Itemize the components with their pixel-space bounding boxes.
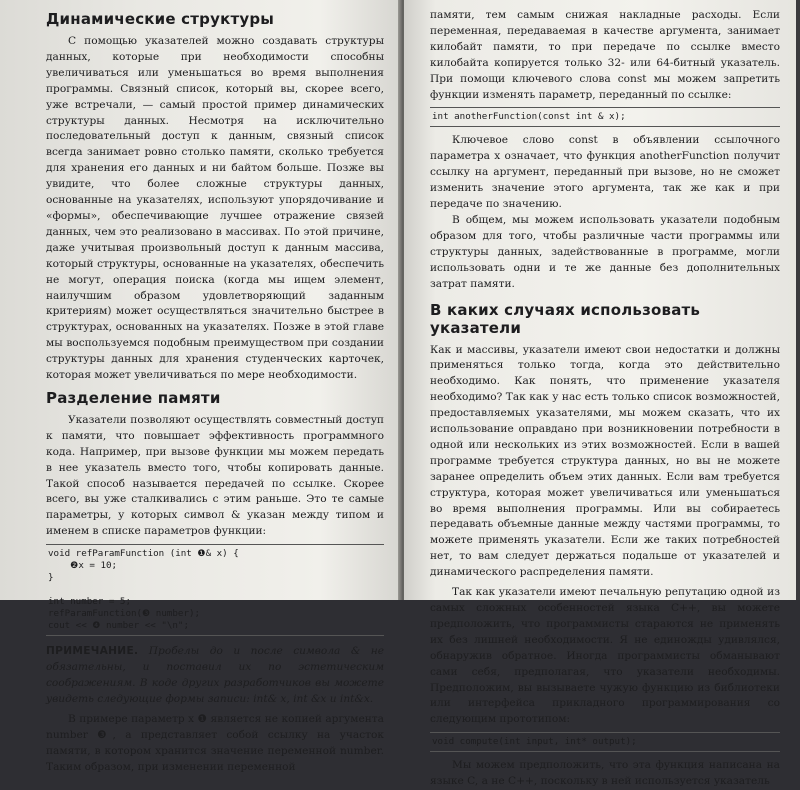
code-function-call: int number = 5; refParamFunction(❸ number); cout << ❹ number << "\n"; bbox=[48, 596, 201, 632]
code-listing-const-ref bbox=[430, 107, 780, 127]
paragraph-reputation: Так как указатели имеют печальную репутацию одной из самых сложных особенностей языка C++, вы можете предположить, что программисты стараются не применять их без лишней необходимости. Я не единожды удивлялся, обнаружив обратное. Иногда программисты обманывают сами себя, предполагая, что указатели необходимы. Предположим, вы вызываете чужую функцию из библиотеки или интерфейса прикладного программирования со следующим прототипом: bbox=[430, 586, 780, 726]
background-edge bbox=[796, 0, 800, 600]
paragraph-const: Ключевое слово const в объявлении ссылочного параметра x означает, что функция anotherFunction получит ссылку на аргумент, переданный при вызове, но не сможет изменить значение этого аргумента, так же как и при передаче по значению. bbox=[430, 134, 780, 211]
note-text: Пробелы до и после символа & не обязательны, и поставил их по эстетическим соображениям. В коде других разработчиков вы можете увидеть следующие формы записи: int& x, int &x и int&x. bbox=[46, 645, 384, 705]
code-function-definition: void refParamFunction (int ❶& x) { ❷x = 10; } bbox=[48, 548, 239, 584]
paragraph-dynamic-structures: С помощью указателей можно создавать структуры данных, которые при необходимости способны увеличиваться или уменьшаться во время выполнения программы. Связный список, который вы, скорее всего, уже встречали, — самый простой пример динамических структуры данных. Несмотря на исключительно последовательный доступ к данным, связный список всегда занимает ровно столько памяти, сколько требуется для хранения его данных и ни байтом больше. Позже вы увидите, что более сложные структуры данных, основанные на указателях, используют упорядочивание и «формы», обеспечивающие лучшее отражение связей данных, чем это реализовано в массивах. По этой причине, даже учитывая произвольный доступ к данным массива, который структуры, основанные на указателях, обеспечить не могут, операция поиска (когда мы ищем элемент, наилучшим образом удовлетворяющий заданным критериям) может осуществляться значительно быстрее в структурах, основанных на указателях. Позже в этой главе мы воспользуемся подобным преимуществом при создании структуры данных для хранения студенческих карточек, которая может увеличиваться по мере необходимости. bbox=[46, 35, 384, 382]
code-listing-ref-param bbox=[46, 544, 384, 636]
paragraph-continued: памяти, тем самым снижая накладные расходы. Если переменная, передаваемая в качестве аргумента, занимает килобайт памяти, то при передаче по ссылке вместо килобайта копируется только 32- или 64-битный указатель. При помощи ключевого слова const мы можем запретить функции изменять параметр, переданный по ссылке: bbox=[430, 9, 780, 101]
code-another-function: int anotherFunction(const int & x); bbox=[432, 111, 626, 123]
left-page bbox=[0, 0, 400, 773]
paragraph-example: В примере параметр x ❶ является не копией аргумента number ❸, а представляет собой ссылку на участок памяти, в котором хранится значение переменной number. Таким образом, при изменении переменной bbox=[46, 712, 384, 773]
right-page bbox=[404, 0, 796, 788]
section-heading-sharing: Разделение памяти bbox=[46, 388, 221, 407]
code-listing-compute bbox=[430, 732, 780, 752]
code-compute-prototype: void compute(int input, int* output); bbox=[432, 736, 637, 748]
note-label: ПРИМЕЧАНИЕ. bbox=[46, 645, 139, 658]
paragraph-when-to-use: Как и массивы, указатели имеют свои недостатки и должны применяться только тогда, когда это действительно необходимо. Как понять, что применение указателя необходимо? Так как у нас есть только список возможностей, предоставляемых указателями, мы можем сказать, что их использование оправдано при возникновении потребности в одной или нескольких из этих возможностей. Если в вашей программе требуется структура данных, но вы не можете заранее определить объем этих данных. Если вам требуется структура, которая может увеличиваться или уменьшаться во время выполнения программы. Или вы собираетесь передавать объемные данные между частями программы, то можете применять указатели. Если же таких потребностей нет, то вам следует держаться подальше от указателей и динамического распределения памяти. bbox=[430, 343, 780, 579]
paragraph-memory-sharing: Указатели позволяют осуществлять совместный доступ к памяти, что повышает эффективность программного кода. Например, при вызове функции мы можем передать в нее указатель вместо того, чтобы копировать данные. Такой способ называется передачей по ссылке. Скорее всего, вы уже сталкивались с этим раньше. Это те самые параметры, у которых символ & указан между типом и именем в списке параметров функции: bbox=[46, 413, 384, 538]
note-block bbox=[46, 644, 384, 708]
section-heading-dynamic: Динамические структуры bbox=[46, 10, 275, 28]
paragraph-bottom: Мы можем предположить, что эта функция написана на языке C, а не C++, поскольку в ней используется указатель bbox=[430, 759, 780, 788]
section-heading-when: В каких случаях использовать указатели bbox=[430, 300, 701, 337]
paragraph-general: В общем, мы можем использовать указатели подобным образом для того, чтобы различные части программы или структуры данных, задействованные в программе, могли использовать одни и те же данные без дополнительных затрат памяти. bbox=[430, 213, 780, 290]
